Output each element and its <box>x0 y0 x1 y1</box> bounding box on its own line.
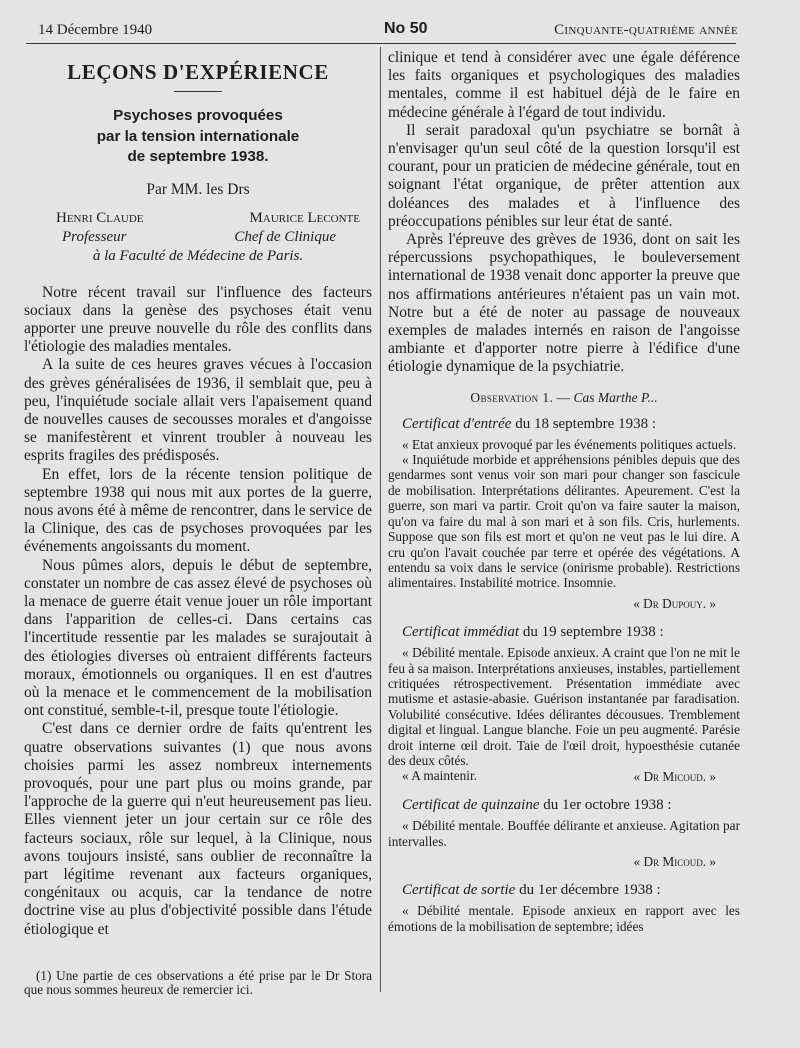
page-header <box>26 21 738 43</box>
certificate-title <box>388 623 740 642</box>
subtitle-line: par la tension internationale <box>96 127 300 145</box>
issue-number: No 50 <box>384 20 428 37</box>
certificate-text: « Débilité mentale. Bouffée délirante et anxieuse. Agitation par intervalles. <box>388 818 740 849</box>
author-role: Chef de Clinique <box>234 228 336 245</box>
certificate-signature: « Dr Micoud. » <box>633 854 716 869</box>
certificate-title <box>388 796 740 815</box>
certificate-date: du 1er octobre 1938 : <box>539 797 672 814</box>
author-name: Maurice Leconte <box>249 209 360 226</box>
certificate-text: « Débilité mentale. Episode anxieux en rapport avec les émotions de la mobilisation de septembre; idées <box>388 903 740 934</box>
body-paragraph: Nous pûmes alors, depuis le début de septembre, constater un nombre de cas assez élevé de psychoses où la menace de guerre était venue jouer un rôle important dans l'apparition de celles-ci. Dans certains cas l'incertitude ressentie par les malades se surajoutait à des étiologies diverses où entraient différents facteurs moraux, émotionnels ou organiques. Il en est d'autres où la menace et le commencement de la mobilisation ont constitué, semble-t-il, presque toute l'étiologie. <box>24 556 372 720</box>
certificate-type: Certificat d'entrée <box>402 415 512 432</box>
observation-dash: — <box>553 389 574 405</box>
right-column <box>388 49 740 934</box>
issue-date: 14 Décembre 1940 <box>38 22 153 38</box>
body-paragraph: C'est dans ce dernier ordre de faits qu'entrent les quatre observations suivantes (1) que nous avons choisies parmi les assez nombreux internements provoqués, pour une part plus ou moins grande, par l'approche de la guerre qui n'eut heureusement pas lieu. Elles viennent jeter un jour certain sur ce rôle des facteurs sociaux, rôle sur lequel, à la Clinique, nous avons toujours insisté, sans oublier de reconnaître la part légitime revenant aux facteurs organiques, congénitaux ou acquis, car la tendance de notre doctrine vise au plus d'objectivité possible dans l'étude étiologique et <box>24 720 372 938</box>
observation-heading <box>388 389 740 407</box>
observation-case: Cas Marthe P... <box>573 389 658 405</box>
author-affiliation: à la Faculté de Médecine de Paris. <box>92 247 304 264</box>
certificate-title <box>388 881 740 900</box>
certificate-title <box>388 415 740 434</box>
certificate-date: du 19 septembre 1938 : <box>519 624 664 641</box>
article-subtitle <box>24 106 372 168</box>
column-divider <box>380 47 381 992</box>
body-paragraph: Notre récent travail sur l'influence des facteurs sociaux dans la genèse des psychoses était venu apporter une preuve nouvelle du rôle des conflits dans l'étiologie des maladies mentales. <box>24 283 372 356</box>
body-paragraph: Après l'épreuve des grèves de 1936, dont on sait les répercussions psychopathiques, le bouleversement international de 1938 venait donc apporter la preuve que nos affirmations antérieures n'étaient pas un vain mot. Notre but a été de noter au passage de nouveaux exemples de malades internés en raison de l'angoisse ambiante et d'apporter notre pierre à l'édifice d'une étiologie dynamique de la psychiatrie. <box>388 231 740 376</box>
body-paragraph: En effet, lors de la récente tension politique de septembre 1938 qui nous mit aux portes de la guerre, nous avons été à même de rencontrer, dans le service de la Clinique, des cas de psychoses provoquées par les événements angoissants du moment. <box>24 465 372 556</box>
subtitle-line: Psychoses provoquées <box>113 107 283 124</box>
byline: Par MM. les Drs <box>146 180 250 198</box>
title-rule <box>174 91 222 92</box>
certificate-text: « Etat anxieux provoqué par les événements politiques actuels. <box>402 436 737 452</box>
author-name: Henri Claude <box>56 209 144 226</box>
certificate-type: Certificat immédiat <box>402 624 520 641</box>
author-roles <box>24 228 372 247</box>
certificate-type: Certificat de quinzaine <box>402 797 540 814</box>
certificate-date: du 1er décembre 1938 : <box>515 882 661 899</box>
certificate-signature: « Dr Dupouy. » <box>633 595 716 611</box>
left-column <box>24 58 372 1011</box>
body-paragraph: Il serait paradoxal qu'un psychiatre se bornât à n'envisager qu'un seul côté de la question lorsqu'il est courant, pour un praticien de médecine générale, tout en soignant l'état organique, de prêter attention aux doléances des malades et à l'influence des préoccupations pénibles sur leur état de santé. <box>388 121 740 230</box>
certificate-text: « A maintenir. <box>402 768 477 784</box>
footnote: (1) Une partie de ces observations a été prise par le Dr Stora que nous sommes heureux de remercier ici. <box>24 967 372 998</box>
certificate-date: du 18 septembre 1938 : <box>511 415 656 432</box>
certificate-signature: « Dr Micoud. » <box>633 768 716 784</box>
certificate-text: « Inquiétude morbide et appréhensions pénibles depuis que des gendarmes sont venus voir son mari pour changer son fascicule de mobilisation. Interprétations délirantes. Apeurement. C'est la guerre, son mari va partir. Croit qu'on va faire sauter la maison, qu'on va faire du mal à son mari et à son fils. Cris, hurlements. Suppose que son fils est mort et qu'on ne veut pas le lui dire. A cru qu'on l'avait couchée par terre et opérée des végétations. A entendu sa voix dans le service (onirisme probable). Restrictions alimentaires. Instabilité motrice. Insomnie. <box>388 452 740 591</box>
issue-year: Cinquante-quatrième année <box>554 22 738 38</box>
observation-label: Observation 1. <box>470 389 554 405</box>
certificate-text: « Débilité mentale. Episode anxieux. A craint que l'on ne mit le feu à sa maison. Interprétations anxieuses, instables, partiellement critiquées rétrospectivement. Présentation immédiate avec mutisme et astasie-abasie. Guérison instantanée par faradisation. Volubilité consécutive. Idées délirantes décousues. Tremblement digital et lingual. Langue blanche. Foie un peu augmenté. Parésie droit interne œil droit. Taie de l'œil droit, hypoesthésie cutanée des deux côtés. <box>388 645 740 768</box>
body-paragraph: A la suite de ces heures graves vécues à l'occasion des grèves généralisées de 1936, il semblait que, peu à peu, l'inquiétude sociale allait vers l'apaisement quand de nouvelles causes de secousses morales et d'angoisse se manifestèrent et vinrent troubler à nouveau les esprits fragiles des prédisposés. <box>24 356 372 465</box>
header-rule <box>26 43 736 44</box>
certificate-type: Certificat de sortie <box>402 882 516 899</box>
body-paragraph: clinique et tend à considérer avec une égale déférence les faits organiques et psychologiques des maladies mentales, comme il est habituel déjà de le faire en médecine générale à l'égard de tout individu. <box>388 49 740 121</box>
author-names <box>24 209 372 228</box>
subtitle-line: de septembre 1938. <box>127 148 269 165</box>
article-title: LEÇONS D'EXPÉRIENCE <box>67 60 329 84</box>
author-role: Professeur <box>62 228 127 245</box>
